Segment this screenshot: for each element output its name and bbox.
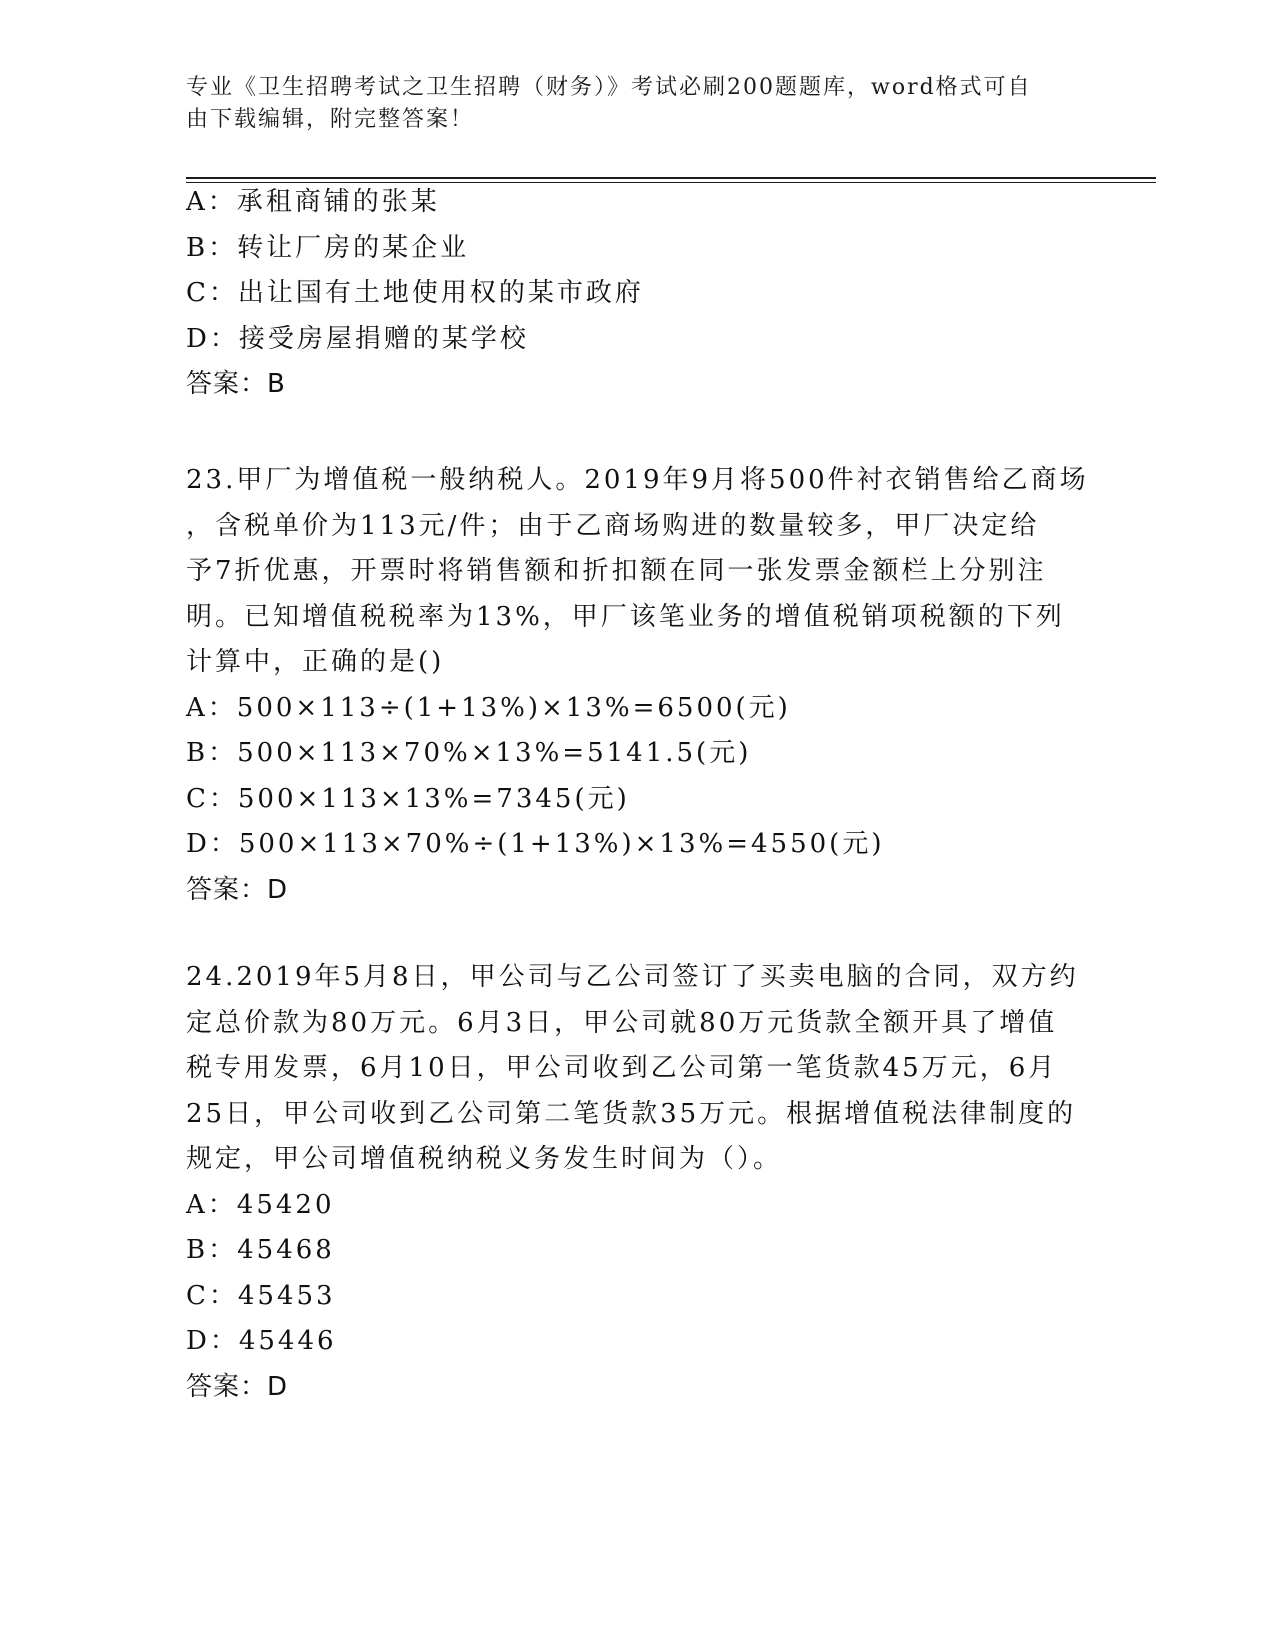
stem-line: 明。已知增值税税率为13%，甲厂该笔业务的增值税销项税额的下列 <box>186 601 1065 632</box>
stem-line: 24.2019年5月8日，甲公司与乙公司签订了买卖电脑的合同，双方约 <box>186 962 1079 992</box>
question-24 <box>186 955 1086 1410</box>
option-d: D：500×113×70%÷(1+13%)×13%=4550(元) <box>186 829 885 859</box>
question-23 <box>186 458 1089 913</box>
option-a: A：45420 <box>186 1189 335 1220</box>
option-b: B：转让厂房的某企业 <box>186 232 470 263</box>
header-divider <box>186 177 1156 179</box>
answer-label: 答案：D <box>186 874 289 905</box>
stem-line: 定总价款为80万元。6月3日，甲公司就80万元货款全额开具了增值 <box>186 1007 1058 1038</box>
stem-line: 予7折优惠，开票时将销售额和折扣额在同一张发票金额栏上分别注 <box>186 556 1047 586</box>
stem-line: 税专用发票，6月10日，甲公司收到乙公司第一笔货款45万元，6月 <box>186 1053 1058 1083</box>
answer-label: 答案：B <box>186 369 286 399</box>
option-a: A：承租商铺的张某 <box>186 187 440 217</box>
option-d: D：接受房屋捐赠的某学校 <box>186 323 529 354</box>
option-c: C：45453 <box>186 1280 336 1311</box>
stem-line: 23.甲厂为增值税一般纳税人。2019年9月将500件衬衣销售给乙商场 <box>186 465 1089 495</box>
document-header <box>186 72 1066 136</box>
stem-line: 计算中，正确的是() <box>186 647 445 677</box>
option-a: A：500×113÷(1+13%)×13%=6500(元) <box>186 692 791 723</box>
option-b: B：500×113×70%×13%=5141.5(元) <box>186 738 752 768</box>
option-c: C：出让国有土地使用权的某市政府 <box>186 278 644 308</box>
stem-line: 25日，甲公司收到乙公司第二笔货款35万元。根据增值税法律制度的 <box>186 1098 1077 1129</box>
question-22 <box>186 180 1086 408</box>
header-line-2: 由下载编辑，附完整答案！ <box>186 107 475 132</box>
header-line-1: 专业《卫生招聘考试之卫生招聘（财务）》考试必刷200题题库，word格式可自 <box>186 75 1032 100</box>
question-stem <box>186 458 1089 686</box>
option-b: B：45468 <box>186 1235 335 1265</box>
question-stem <box>186 955 1086 1183</box>
stem-line: ，含税单价为113元/件；由于乙商场购进的数量较多，甲厂决定给 <box>186 510 1040 541</box>
answer-label: 答案：D <box>186 1371 289 1402</box>
option-d: D：45446 <box>186 1326 337 1356</box>
stem-line: 规定，甲公司增值税纳税义务发生时间为（）。 <box>186 1144 783 1174</box>
option-c: C：500×113×13%=7345(元) <box>186 783 630 814</box>
